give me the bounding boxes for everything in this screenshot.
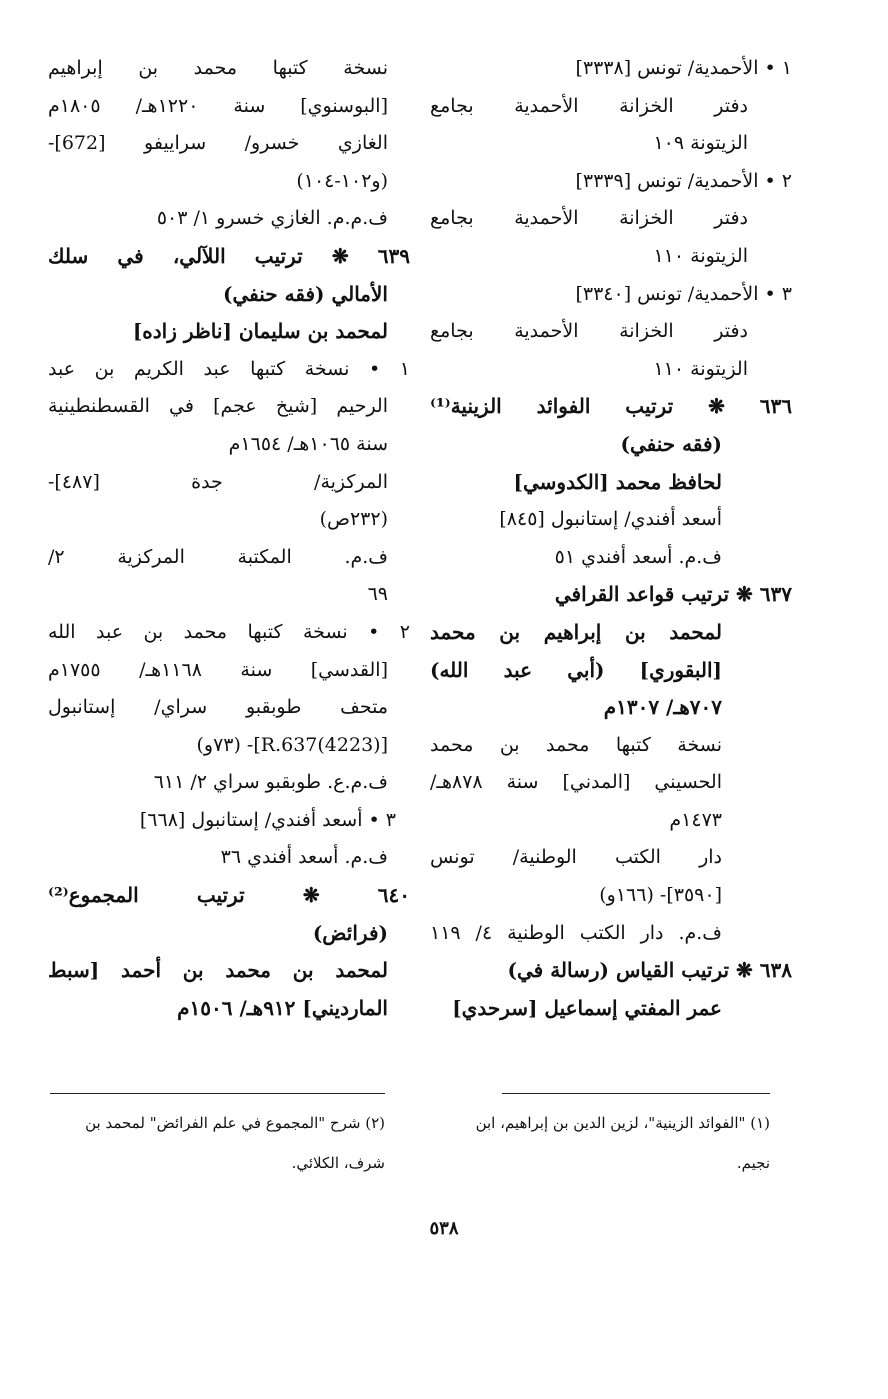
right-column xyxy=(430,50,792,1027)
text-line: نسخة كتبها محمد بن محمد xyxy=(430,733,722,756)
footnote-right xyxy=(426,1103,770,1183)
text-line: ف.م. أسعد أفندي ٣٦ xyxy=(220,846,388,869)
text-line: ٦٣٨ ❋ ترتيب القياس (رسالة في) xyxy=(507,958,792,983)
text-line: الرحيم [شيخ عجم] في القسطنطينية xyxy=(48,395,388,418)
text-line: ف.م.ع. طوبقبو سراي ٢/ ٦١١ xyxy=(153,771,388,794)
text-line: سنة ١٠٦٥هـ/ ١٦٥٤م xyxy=(228,432,388,455)
text-line: ٦٩ xyxy=(367,583,388,606)
text-line: ف.م. دار الكتب الوطنية ٤/ ١١٩ xyxy=(430,921,722,944)
text-line: المارديني] ٩١٢هـ/ ١٥٠٦م xyxy=(177,995,388,1020)
text-line: (فقه حنفي) xyxy=(620,431,722,456)
text-line: [البقوري] (أبي عبد الله) xyxy=(430,657,722,682)
text-line: دار الكتب الوطنية/ تونس xyxy=(430,846,722,869)
page-number: ٥٣٨ xyxy=(429,1218,459,1239)
text-line: دفتر الخزانة الأحمدية بجامع xyxy=(430,94,748,117)
text-line: ٦٣٦ ❋ ترتيب الفوائد الزينية⁽¹⁾ xyxy=(430,394,792,419)
text-line: لحافظ محمد [الكدوسي] xyxy=(513,469,722,494)
text-line: (٢٣٢ص) xyxy=(319,508,388,531)
text-line: دفتر الخزانة الأحمدية بجامع xyxy=(430,207,748,230)
footnote-rule-right xyxy=(502,1093,770,1094)
footnote-left xyxy=(50,1103,385,1183)
text-line: ٦٣٩ ❋ ترتيب اللآلي، في سلك xyxy=(48,243,410,268)
text-line: الزيتونة ١٠٩ xyxy=(653,132,748,155)
text-line: ف.م.م. الغازي خسرو ١/ ٥٠٣ xyxy=(156,207,388,230)
text-line: أسعد أفندي/ إستانبول [٨٤٥] xyxy=(499,508,722,531)
text-line: [القدسي] سنة ١١٦٨هـ/ ١٧٥٥م xyxy=(48,658,389,681)
text-line: [R.637(4223)]- (٧٣و) xyxy=(196,733,388,756)
text-line: (و١٠٢-١٠٤) xyxy=(296,169,388,192)
text-line: (فرائض) xyxy=(312,920,388,945)
text-line: ٣ • الأحمدية/ تونس [٣٣٤٠] xyxy=(575,282,792,305)
footnote-line: نجيم. xyxy=(736,1154,770,1172)
text-line: الحسيني [المدني] سنة ٨٧٨هـ/ xyxy=(430,771,722,794)
text-line: الزيتونة ١١٠ xyxy=(653,357,748,380)
text-line: الأمالي (فقه حنفي) xyxy=(223,281,388,306)
footnote-line: (١) "الفوائد الزينية"، لزين الدين بن إبراهيم، ابن xyxy=(475,1114,770,1132)
text-line: ف.م. المكتبة المركزية ٢/ xyxy=(48,545,388,568)
text-line: [٣٥٩٠]- (١٦٦و) xyxy=(599,884,722,907)
text-line: نسخة كتبها محمد بن إبراهيم xyxy=(48,57,388,79)
text-line: الزيتونة ١١٠ xyxy=(653,244,748,267)
footnote-line: شرف، الكلائي. xyxy=(291,1154,385,1172)
text-line: متحف طوبقبو سراي/ إستانبول xyxy=(48,696,388,719)
left-column xyxy=(48,50,410,1027)
text-line: ١ • نسخة كتبها عبد الكريم بن عبد xyxy=(48,357,410,380)
footnote-line: (٢) شرح "المجموع في علم الفرائض" لمحمد بن xyxy=(85,1114,385,1132)
text-line: ف.م. أسعد أفندي ٥١ xyxy=(554,545,722,568)
text-line: دفتر الخزانة الأحمدية بجامع xyxy=(430,320,748,343)
text-line: ١٤٧٣م xyxy=(669,808,722,831)
footnote-rule-left xyxy=(50,1093,385,1094)
text-line: الغازي خسرو/ سراييفو [672]- xyxy=(48,132,388,155)
text-line: [البوسنوي] سنة ١٢٢٠هـ/ ١٨٠٥م xyxy=(48,94,389,117)
text-line: ٦٤٠ ❋ ترتيب المجموع⁽²⁾ xyxy=(48,883,410,908)
text-line: ٧٠٧هـ/ ١٣٠٧م xyxy=(603,695,722,720)
text-line: ٦٣٧ ❋ ترتيب قواعد القرافي xyxy=(554,582,792,607)
text-line: ٢ • الأحمدية/ تونس [٣٣٣٩] xyxy=(575,169,792,192)
text-line: عمر المفتي إسماعيل [سرحدي] xyxy=(452,995,722,1020)
text-line: لمحمد بن إبراهيم بن محمد xyxy=(430,619,722,644)
text-line: لمحمد بن سليمان [ناظر زاده] xyxy=(132,319,388,344)
text-line: ٢ • نسخة كتبها محمد بن عبد الله xyxy=(48,620,410,643)
text-line: ٣ • أسعد أفندي/ إستانبول [٦٦٨] xyxy=(139,808,396,831)
text-line: المركزية/ جدة [٤٨٧]- xyxy=(48,470,388,493)
text-line: لمحمد بن محمد بن أحمد [سبط xyxy=(48,958,388,983)
text-line: ١ • الأحمدية/ تونس [٣٣٣٨] xyxy=(575,57,792,79)
